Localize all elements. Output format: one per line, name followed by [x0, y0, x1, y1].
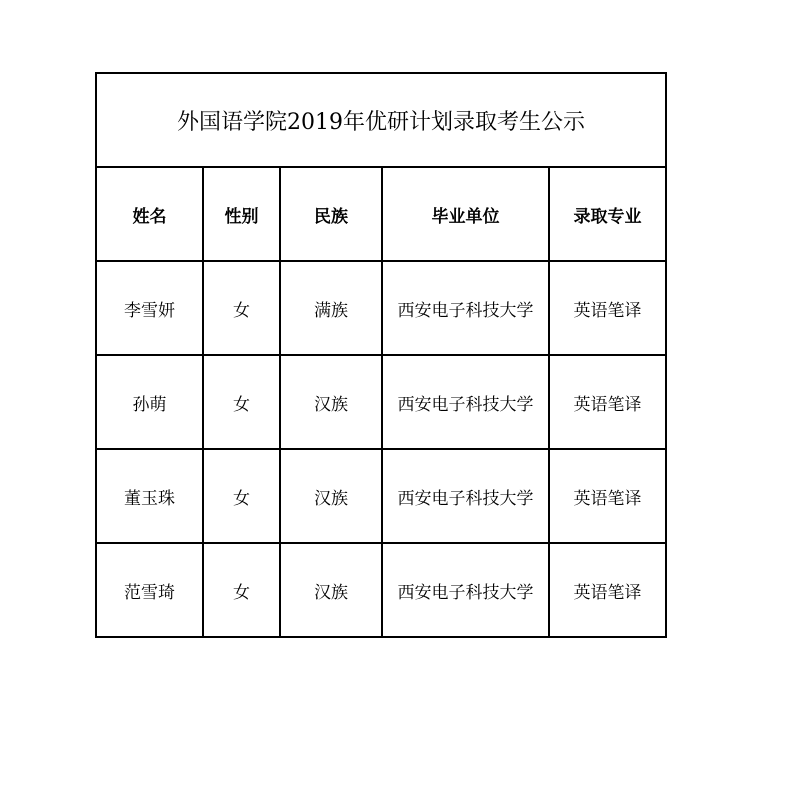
header-admitted-major: 录取专业 [549, 167, 666, 261]
cell-admitted-major: 英语笔译 [549, 449, 666, 543]
header-row [96, 167, 666, 261]
table-row [96, 543, 666, 637]
admission-table [95, 72, 667, 638]
cell-gender: 女 [203, 543, 280, 637]
cell-admitted-major: 英语笔译 [549, 261, 666, 355]
cell-graduation-school: 西安电子科技大学 [382, 261, 549, 355]
table-row [96, 449, 666, 543]
cell-gender: 女 [203, 449, 280, 543]
cell-admitted-major: 英语笔译 [549, 543, 666, 637]
table-row [96, 261, 666, 355]
title-row [96, 73, 666, 167]
table-title: 外国语学院2019年优研计划录取考生公示 [96, 73, 666, 167]
cell-ethnicity: 满族 [280, 261, 382, 355]
cell-graduation-school: 西安电子科技大学 [382, 355, 549, 449]
cell-ethnicity: 汉族 [280, 543, 382, 637]
cell-gender: 女 [203, 355, 280, 449]
table-row [96, 355, 666, 449]
header-name: 姓名 [96, 167, 203, 261]
cell-gender: 女 [203, 261, 280, 355]
cell-graduation-school: 西安电子科技大学 [382, 543, 549, 637]
cell-graduation-school: 西安电子科技大学 [382, 449, 549, 543]
cell-name: 孙萌 [96, 355, 203, 449]
header-gender: 性别 [203, 167, 280, 261]
cell-name: 李雪妍 [96, 261, 203, 355]
cell-name: 范雪琦 [96, 543, 203, 637]
cell-ethnicity: 汉族 [280, 355, 382, 449]
cell-admitted-major: 英语笔译 [549, 355, 666, 449]
header-graduation-school: 毕业单位 [382, 167, 549, 261]
cell-name: 董玉珠 [96, 449, 203, 543]
header-ethnicity: 民族 [280, 167, 382, 261]
cell-ethnicity: 汉族 [280, 449, 382, 543]
